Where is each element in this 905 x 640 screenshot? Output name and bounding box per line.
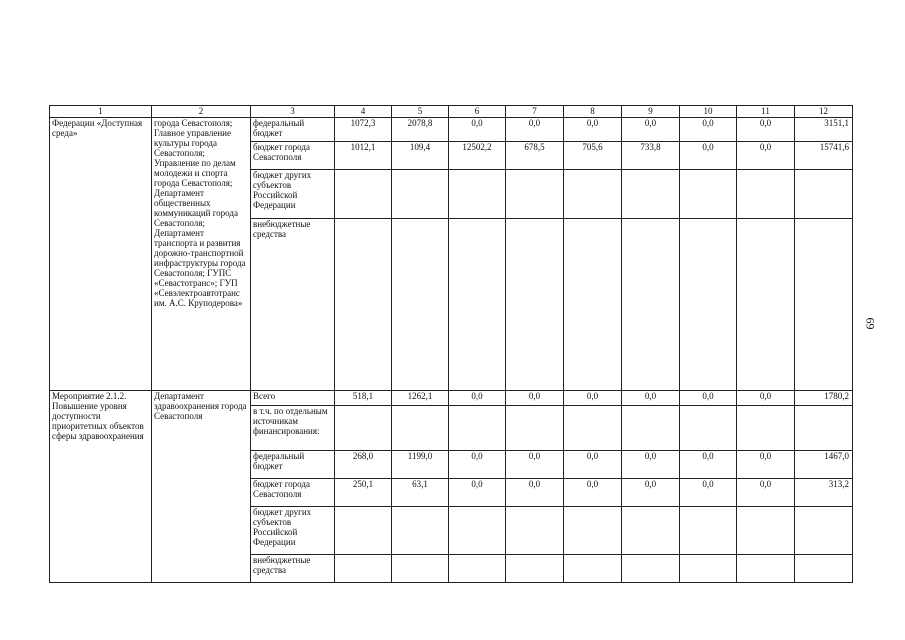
page-number: 69 [863, 317, 878, 330]
funding-source-cell: бюджет других субъектов Российской Федерации [251, 507, 335, 555]
funding-source-cell: внебюджетные средства [251, 555, 335, 583]
value-cell: 1199,0 [392, 451, 449, 479]
value-cell: 0,0 [449, 391, 506, 406]
value-cell: 0,0 [622, 479, 680, 507]
value-cell [680, 219, 737, 391]
value-cell: 705,6 [564, 142, 622, 170]
column-header: 8 [564, 106, 622, 118]
value-cell: 0,0 [564, 118, 622, 142]
value-cell [392, 219, 449, 391]
value-cell [737, 219, 795, 391]
value-cell [795, 507, 853, 555]
column-header: 5 [392, 106, 449, 118]
funding-source-cell: Всего [251, 391, 335, 406]
value-cell [449, 507, 506, 555]
value-cell: 0,0 [622, 391, 680, 406]
column-header: 11 [737, 106, 795, 118]
executor-cell: города Севастополя; Главное управление культуры города Севастополя; Управление по делам молодежи и спорта города Севастополя; Департамент общественных коммуникаций города Севастополя; Департамент транспорта и развития дорожно-транспортной инфраструктуры города Севастополя; ГУПС «Севастотранс»; ГУП «Севэлектроавтотранс им. А.С. Круподерова» [152, 118, 251, 391]
value-cell: 0,0 [622, 451, 680, 479]
value-cell [506, 219, 564, 391]
value-cell [622, 406, 680, 451]
value-cell: 0,0 [680, 451, 737, 479]
value-cell [737, 170, 795, 219]
value-cell [795, 555, 853, 583]
event-name-cell: Мероприятие 2.1.2. Повышение уровня доступности приоритетных объектов сферы здравоохранения [50, 391, 152, 583]
value-cell: 0,0 [680, 118, 737, 142]
value-cell: 678,5 [506, 142, 564, 170]
value-cell: 518,1 [335, 391, 392, 406]
value-cell: 0,0 [506, 479, 564, 507]
value-cell [506, 555, 564, 583]
value-cell: 109,4 [392, 142, 449, 170]
value-cell: 0,0 [564, 451, 622, 479]
value-cell: 250,1 [335, 479, 392, 507]
value-cell: 0,0 [449, 479, 506, 507]
value-cell [506, 507, 564, 555]
value-cell: 0,0 [737, 479, 795, 507]
value-cell [506, 170, 564, 219]
value-cell: 0,0 [680, 479, 737, 507]
header-row [50, 106, 853, 118]
value-cell: 2078,8 [392, 118, 449, 142]
value-cell [564, 170, 622, 219]
funding-source-cell: федеральный бюджет [251, 118, 335, 142]
value-cell: 0,0 [737, 391, 795, 406]
value-cell: 0,0 [680, 142, 737, 170]
value-cell [335, 219, 392, 391]
value-cell: 268,0 [335, 451, 392, 479]
value-cell [795, 219, 853, 391]
value-cell [680, 170, 737, 219]
funding-source-cell: федеральный бюджет [251, 451, 335, 479]
funding-source-cell: бюджет города Севастополя [251, 479, 335, 507]
value-cell [392, 170, 449, 219]
executor-cell: Департамент здравоохранения города Севастополя [152, 391, 251, 583]
value-cell: 15741,6 [795, 142, 853, 170]
value-cell: 1072,3 [335, 118, 392, 142]
value-cell: 1012,1 [335, 142, 392, 170]
table-row [50, 391, 853, 406]
value-cell [449, 219, 506, 391]
value-cell: 0,0 [737, 118, 795, 142]
value-cell [622, 219, 680, 391]
column-header: 12 [795, 106, 853, 118]
column-header: 1 [50, 106, 152, 118]
value-cell [392, 555, 449, 583]
value-cell [392, 507, 449, 555]
value-cell [680, 507, 737, 555]
value-cell [449, 555, 506, 583]
value-cell [392, 406, 449, 451]
value-cell [335, 170, 392, 219]
value-cell: 0,0 [737, 451, 795, 479]
value-cell [622, 555, 680, 583]
value-cell: 0,0 [506, 451, 564, 479]
value-cell: 0,0 [622, 118, 680, 142]
value-cell: 63,1 [392, 479, 449, 507]
value-cell: 1467,0 [795, 451, 853, 479]
value-cell [506, 406, 564, 451]
value-cell: 0,0 [449, 118, 506, 142]
event-name-cell: Федерации «Доступная среда» [50, 118, 152, 391]
funding-source-cell: бюджет других субъектов Российской Федерации [251, 170, 335, 219]
value-cell: 1780,2 [795, 391, 853, 406]
value-cell [564, 507, 622, 555]
value-cell [622, 507, 680, 555]
value-cell [737, 507, 795, 555]
value-cell: 0,0 [564, 479, 622, 507]
value-cell [795, 170, 853, 219]
value-cell: 0,0 [506, 118, 564, 142]
value-cell [564, 219, 622, 391]
value-cell [680, 555, 737, 583]
funding-source-cell: внебюджетные средства [251, 219, 335, 391]
value-cell [737, 555, 795, 583]
funding-source-cell: в т.ч. по отдельным источникам финансирования: [251, 406, 335, 451]
value-cell [622, 170, 680, 219]
column-header: 10 [680, 106, 737, 118]
table-row [50, 118, 853, 142]
column-header: 9 [622, 106, 680, 118]
column-header: 4 [335, 106, 392, 118]
value-cell: 0,0 [680, 391, 737, 406]
value-cell: 12502,2 [449, 142, 506, 170]
value-cell [737, 406, 795, 451]
value-cell: 0,0 [564, 391, 622, 406]
value-cell: 733,8 [622, 142, 680, 170]
value-cell [564, 406, 622, 451]
value-cell: 3151,1 [795, 118, 853, 142]
value-cell [335, 507, 392, 555]
value-cell [564, 555, 622, 583]
column-header: 6 [449, 106, 506, 118]
column-header: 7 [506, 106, 564, 118]
column-header: 3 [251, 106, 335, 118]
column-header: 2 [152, 106, 251, 118]
value-cell: 313,2 [795, 479, 853, 507]
value-cell: 0,0 [506, 391, 564, 406]
value-cell: 0,0 [737, 142, 795, 170]
value-cell [449, 406, 506, 451]
value-cell [680, 406, 737, 451]
value-cell: 0,0 [449, 451, 506, 479]
value-cell [335, 555, 392, 583]
budget-table [49, 105, 853, 583]
value-cell [335, 406, 392, 451]
funding-source-cell: бюджет города Севастополя [251, 142, 335, 170]
value-cell [449, 170, 506, 219]
value-cell [795, 406, 853, 451]
value-cell: 1262,1 [392, 391, 449, 406]
